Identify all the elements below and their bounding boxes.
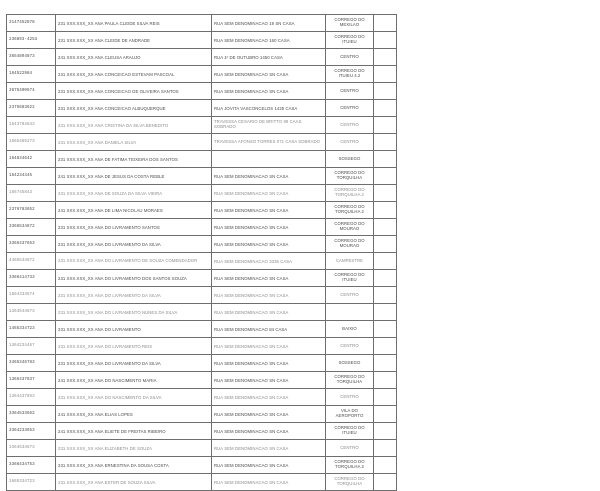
row-bairro-cell: CORREGO DO TORQUILHA 2 <box>326 202 374 219</box>
row-empty-cell <box>374 134 397 151</box>
table-row <box>7 321 397 338</box>
row-name-cell: 231 XXX.XXX_XX ANA ERNESTINA DA SOUSA COSTA <box>56 457 212 474</box>
row-bairro-cell: CORREGO DO MEXILAO <box>326 15 374 32</box>
row-name-cell: 231 XXX.XXX_XX ANA CLEIDE DE ANDRADE <box>56 32 212 49</box>
row-id-cell: 3366414733 <box>7 270 56 287</box>
row-name-cell: 231 XXX.XXX_XX ANA CONCEICAO DE OLIVEIRA SANTOS <box>56 83 212 100</box>
row-empty-cell <box>374 355 397 372</box>
row-name-cell: 231 XXX.XXX_XX ANA DO LIVRAMENTO DE SOUZA COMENDADOR <box>56 253 212 270</box>
row-bairro-cell: CORREGO DO ITUIEU <box>326 32 374 49</box>
row-empty-cell <box>374 253 397 270</box>
row-id-cell: 4466534872 <box>7 253 56 270</box>
row-name-cell: 241 XXX.XXX_XX ANA DO NASCIMENTO MARIA <box>56 372 212 389</box>
row-bairro-cell: CENTRO <box>326 134 374 151</box>
row-empty-cell <box>374 66 397 83</box>
row-name-cell: 241 XXX.XXX_XX ANA DE JESUS DA COSTA REBLE <box>56 168 212 185</box>
row-bairro-cell: CENTRO <box>326 49 374 66</box>
row-name-cell: 231 XXX.XXX_XX ANA DO LIVRAMENTO REIS <box>56 338 212 355</box>
table-row <box>7 474 397 491</box>
row-address-cell: RUA SEM DENOMINACAO 84 CASA <box>212 321 326 338</box>
row-empty-cell <box>374 474 397 491</box>
table-row <box>7 15 397 32</box>
table-row <box>7 304 397 321</box>
row-empty-cell <box>374 219 397 236</box>
row-id-cell: 2376783652 <box>7 202 56 219</box>
row-id-cell: 236893-4253 <box>7 32 56 49</box>
row-name-cell: 231 XXX.XXX_XX ANA DE FATIMA TEIXEIRA DOS SANTOS <box>56 151 212 168</box>
row-name-cell: 231 XXX.XXX_XX ANA DO LIVRAMENTO DA SILVA <box>56 236 212 253</box>
row-name-cell: 231 XXX.XXX_XX ANA DO LIVRAMENTO DA SILVA <box>56 355 212 372</box>
row-address-cell: RUA SEM DENOMINACAO 160 CASA <box>212 32 326 49</box>
row-empty-cell <box>374 151 397 168</box>
row-name-cell: 241 XXX.XXX_XX ANA ELIETE DE FREITAS RIBEIRO <box>56 423 212 440</box>
row-name-cell: 231 XXX.XXX_XX ANA DE SOUZA DA SILVA VIEIRA <box>56 185 212 202</box>
row-id-cell: 3654894873 <box>7 49 56 66</box>
row-name-cell: 241 XXX.XXX_XX ANA CLEUSA ARAUJO <box>56 49 212 66</box>
row-id-cell: 1665334723 <box>7 474 56 491</box>
row-address-cell: RUA SEM DENOMINACAO 3335 CASA <box>212 253 326 270</box>
row-address-cell: RUA SEM DENOMINACAO SN CASA <box>212 440 326 457</box>
row-name-cell: 231 XXX.XXX_XX ANA CRISTINA DA SILVA BENEDITO <box>56 117 212 134</box>
row-id-cell: 3364233653 <box>7 423 56 440</box>
row-name-cell: 231 XXX.XXX_XX ANA DO LIVRAMENTO SANTOS <box>56 219 212 236</box>
row-empty-cell <box>374 83 397 100</box>
table-row <box>7 440 397 457</box>
row-address-cell: RUA JOVITA VASCONCELOS 1425 CASA <box>212 100 326 117</box>
records-table-body <box>7 15 397 491</box>
row-bairro-cell: CORREGO DO ITUIEU <box>326 423 374 440</box>
row-address-cell: RUA SEM DENOMINACAO SN CASA <box>212 287 326 304</box>
row-empty-cell <box>374 457 397 474</box>
row-id-cell: 3365437653 <box>7 236 56 253</box>
row-empty-cell <box>374 32 397 49</box>
row-empty-cell <box>374 304 397 321</box>
row-empty-cell <box>374 236 397 253</box>
row-bairro-cell: BAIXIO <box>326 321 374 338</box>
row-address-cell: RUA SEM DENOMINACAO SN CASA <box>212 304 326 321</box>
row-bairro-cell: CORREGO DO MOURAO <box>326 236 374 253</box>
row-name-cell: 231 XXX.XXX_XX ANA DANIELA SILVA <box>56 134 212 151</box>
table-row <box>7 236 397 253</box>
row-address-cell: TRAVESSA AFONSO TORRES 071 CASA SOBRADO <box>212 134 326 151</box>
table-row <box>7 423 397 440</box>
table-row <box>7 372 397 389</box>
table-row <box>7 338 397 355</box>
row-bairro-cell: CENTRO <box>326 100 374 117</box>
table-row <box>7 151 397 168</box>
row-bairro-cell: CORREGO DO TORQUILHA <box>326 168 374 185</box>
row-name-cell: 231 XXX.XXX_XX ANA ESTER DE SOUZA SILVA <box>56 474 212 491</box>
row-address-cell: RUA SEM DENOMINACAO SN CASA <box>212 406 326 423</box>
row-empty-cell <box>374 168 397 185</box>
row-id-cell: 1365437837 <box>7 372 56 389</box>
row-id-cell: 1364437853 <box>7 389 56 406</box>
row-empty-cell <box>374 440 397 457</box>
row-name-cell: 241 XXX.XXX_XX ANA ELIAS LOPES <box>56 406 212 423</box>
row-id-cell: 3366434753 <box>7 457 56 474</box>
row-bairro-cell: SOSSEGO <box>326 355 374 372</box>
row-address-cell: RUA SEM DENOMINACAO SN CASA <box>212 66 326 83</box>
table-row <box>7 287 397 304</box>
table-row <box>7 168 397 185</box>
table-row <box>7 406 397 423</box>
row-empty-cell <box>374 270 397 287</box>
row-address-cell: RUA SEM DENOMINACAO SN CASA <box>212 423 326 440</box>
row-bairro-cell: CENTRO <box>326 117 374 134</box>
table-row <box>7 389 397 406</box>
table-row <box>7 32 397 49</box>
row-id-cell: 1465334723 <box>7 321 56 338</box>
row-empty-cell <box>374 185 397 202</box>
row-bairro-cell: CENTRO <box>326 287 374 304</box>
row-bairro-cell: CENTRO <box>326 83 374 100</box>
row-id-cell: 164834642 <box>7 151 56 168</box>
row-address-cell: RUA SEM DENOMINACAO SN CASA <box>212 389 326 406</box>
row-empty-cell <box>374 49 397 66</box>
row-id-cell: 1664334574 <box>7 287 56 304</box>
row-address-cell: RUA SEM DENOMINACAO SN CASA <box>212 83 326 100</box>
row-empty-cell <box>374 321 397 338</box>
row-name-cell: 231 XXX.XXX_XX ANA DO LIVRAMENTO NUNES DA SILVA <box>56 304 212 321</box>
records-table <box>6 14 397 491</box>
row-bairro-cell: VILA DO AEROPORTO <box>326 406 374 423</box>
row-bairro-cell: CORREGO DO TORQUILHA <box>326 372 374 389</box>
row-empty-cell <box>374 406 397 423</box>
row-address-cell: TRAVESSA CESARIO DE BRITTO 98 CAAS SOBRADO <box>212 117 326 134</box>
row-id-cell: 1643784643 <box>7 117 56 134</box>
row-bairro-cell: CORREGO DO TORQUILHA 2 <box>326 185 374 202</box>
row-address-cell: RUA 1º DE OUTUBRO 1450 CASA <box>212 49 326 66</box>
row-empty-cell <box>374 100 397 117</box>
row-address-cell: RUA SEM DENOMINACAO SN CASA <box>212 185 326 202</box>
row-id-cell: 164234445 <box>7 168 56 185</box>
table-row <box>7 219 397 236</box>
table-row <box>7 270 397 287</box>
row-name-cell: 231 XXX.XXX_XX ANA ELIZABETH DE SOUZA <box>56 440 212 457</box>
row-empty-cell <box>374 202 397 219</box>
row-name-cell: 231 XXX.XXX_XX ANA DO NASCIMENTO DA SILVA <box>56 389 212 406</box>
row-bairro-cell: CENTRO <box>326 440 374 457</box>
row-address-cell: RUA SEM DENOMINACAO SN CASA <box>212 474 326 491</box>
row-id-cell: 1364234467 <box>7 338 56 355</box>
row-name-cell: 231 XXX.XXX_XX ANA PAULA CLEIDE SILVA REIS <box>56 15 212 32</box>
row-id-cell: 3147452878 <box>7 15 56 32</box>
row-id-cell: 3675490674 <box>7 83 56 100</box>
row-empty-cell <box>374 423 397 440</box>
row-bairro-cell: CENTRO <box>326 338 374 355</box>
row-empty-cell <box>374 15 397 32</box>
table-row <box>7 134 397 151</box>
row-name-cell: 241 XXX.XXX_XX ANA DE LIMA NICOLAU MORAES <box>56 202 212 219</box>
row-name-cell: 231 XXX.XXX_XX ANA DO LIVRAMENTO DA SILVA <box>56 287 212 304</box>
row-empty-cell <box>374 338 397 355</box>
table-row <box>7 117 397 134</box>
table-row <box>7 355 397 372</box>
table-row <box>7 66 397 83</box>
row-address-cell: RUA SEM DENOMINACAO SN CASA <box>212 338 326 355</box>
row-id-cell: 3364533652 <box>7 406 56 423</box>
row-address-cell: RUA SEM DENOMINACAO SN CASA <box>212 457 326 474</box>
row-bairro-cell: SOSSEGO <box>326 151 374 168</box>
row-id-cell: 2375683622 <box>7 100 56 117</box>
row-id-cell: 166745843 <box>7 185 56 202</box>
row-name-cell: 231 XXX.XXX_XX ANA DO LIVRAMENTO DOS SANTOS SOUZA <box>56 270 212 287</box>
row-bairro-cell: CAMPESTRE <box>326 253 374 270</box>
row-address-cell: RUA SEM DENOMINACAO SN CASA <box>212 202 326 219</box>
row-name-cell: 231 XXX.XXX_XX ANA CONCEICAO ALBUQUERQUE <box>56 100 212 117</box>
row-address-cell: RUA SEM DENOMINACAO SN CASA <box>212 168 326 185</box>
row-id-cell: 3364534673 <box>7 440 56 457</box>
row-id-cell: 164522984 <box>7 66 56 83</box>
row-name-cell: 231 XXX.XXX_XX ANA CONCEICAO ESTEVAM PASCOAL <box>56 66 212 83</box>
row-address-cell: RUA SEM DENOMINACAO SN CASA <box>212 355 326 372</box>
table-row <box>7 457 397 474</box>
row-empty-cell <box>374 372 397 389</box>
row-id-cell: 1364544673 <box>7 304 56 321</box>
table-row <box>7 49 397 66</box>
row-bairro-cell: CORREGO DO ITUIEU 4.2 <box>326 66 374 83</box>
row-address-cell: RUA SEM DENOMINACAO SN CASA <box>212 236 326 253</box>
row-address-cell: RUA SEM DENOMINACAO SN CASA <box>212 270 326 287</box>
row-address-cell: RUA SEM DENOMINACAO SN CASA <box>212 219 326 236</box>
table-row <box>7 253 397 270</box>
row-bairro-cell: CORREGO DO ITUIEU <box>326 270 374 287</box>
row-id-cell: 3465346783 <box>7 355 56 372</box>
row-empty-cell <box>374 117 397 134</box>
row-address-cell: RUA SEM DENOMINACAO SN CASA <box>212 372 326 389</box>
row-empty-cell <box>374 389 397 406</box>
table-row <box>7 100 397 117</box>
row-bairro-cell <box>326 304 374 321</box>
row-bairro-cell: CENTRO <box>326 389 374 406</box>
spreadsheet-page <box>6 14 371 491</box>
table-row <box>7 185 397 202</box>
row-id-cell: 3366534872 <box>7 219 56 236</box>
row-bairro-cell: CORREGO DO TORQUILHA 2 <box>326 457 374 474</box>
table-row <box>7 202 397 219</box>
row-empty-cell <box>374 287 397 304</box>
row-address-cell: RUA SEM DENOMINACAO 19 SN CASA <box>212 15 326 32</box>
row-address-cell <box>212 151 326 168</box>
row-name-cell: 231 XXX.XXX_XX ANA DO LIVRAMENTO <box>56 321 212 338</box>
table-row <box>7 83 397 100</box>
row-id-cell: 1665485273 <box>7 134 56 151</box>
row-bairro-cell: CORREGO DO TORQUILHA <box>326 474 374 491</box>
row-bairro-cell: CORREGO DO MOURAO <box>326 219 374 236</box>
